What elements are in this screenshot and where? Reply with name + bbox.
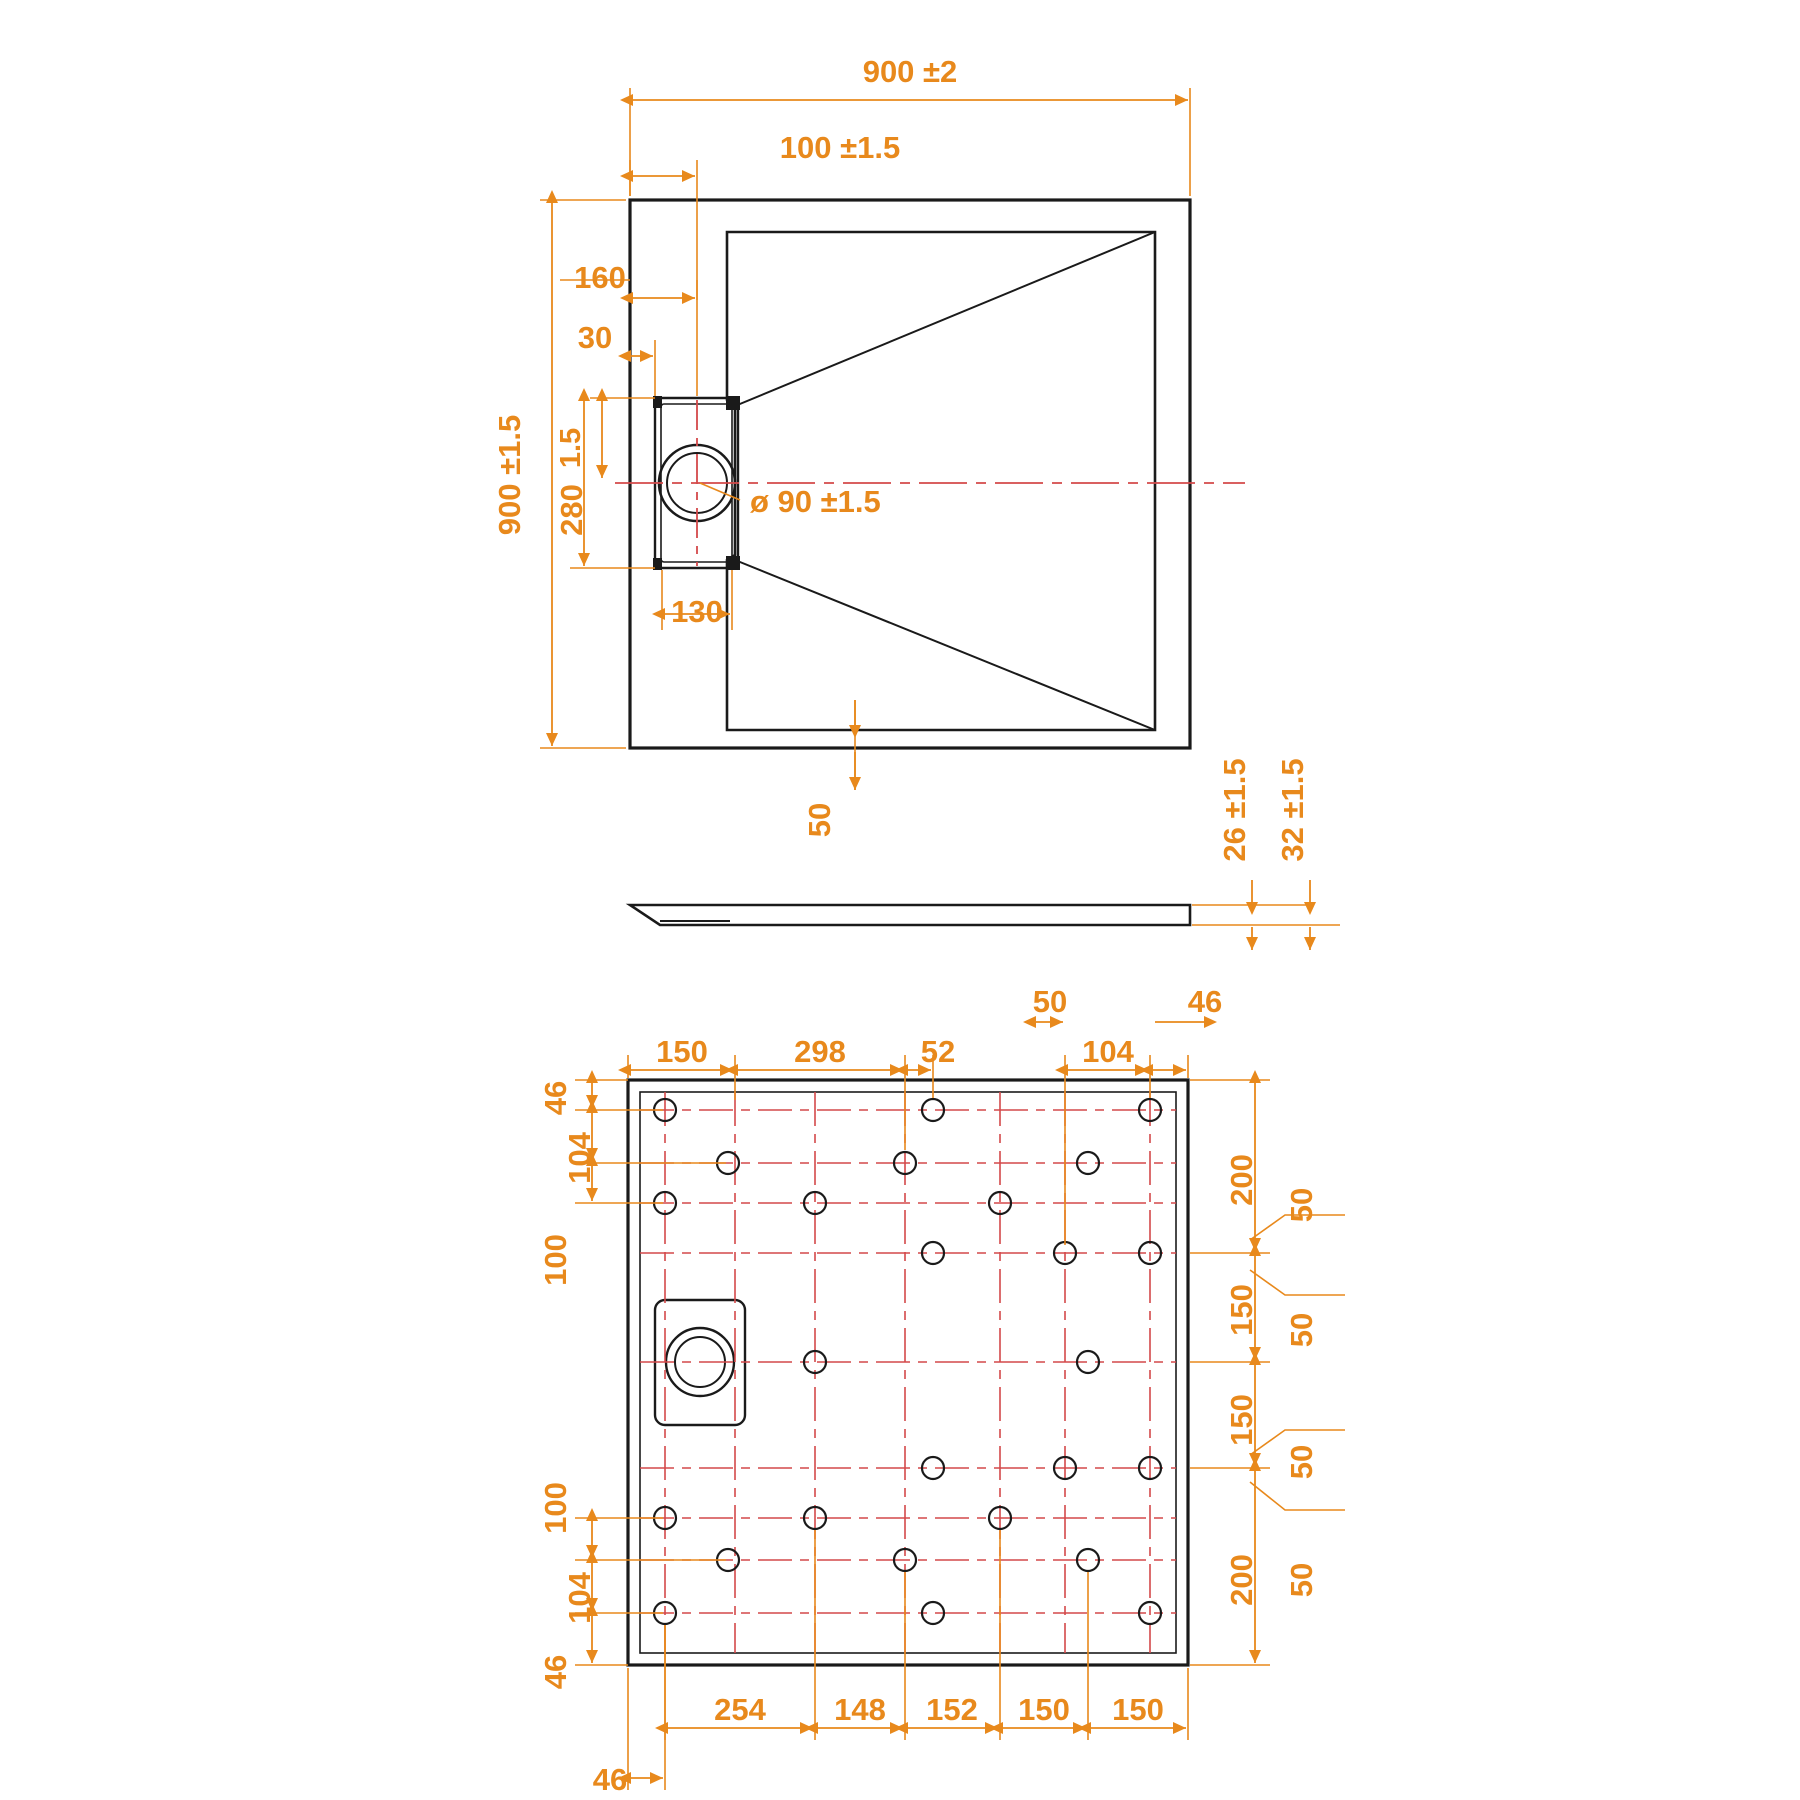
- basin-outline: [727, 232, 1155, 730]
- dim-left-46-top: 46: [538, 1080, 573, 1116]
- slope-line-lower: [735, 560, 1155, 730]
- bottom-dim-ext-lines: [628, 1530, 1188, 1790]
- dim-1-5: 1.5: [555, 427, 587, 469]
- dim-30: 30: [577, 320, 613, 355]
- dim-bottom-148: 148: [834, 1692, 886, 1727]
- bottom-outline: [628, 1080, 1188, 1665]
- dim-width-overall: 900 ±2: [862, 54, 958, 89]
- dim-top-298: 298: [794, 1034, 846, 1069]
- dim-right-150-upper: 150: [1224, 1284, 1259, 1336]
- dim-thickness-inner: 26 ±1.5: [1217, 758, 1252, 862]
- dim-top-50: 50: [1032, 984, 1068, 1019]
- slope-line-upper: [735, 232, 1155, 406]
- drain-clip-tr: [726, 396, 740, 410]
- dim-right-50-3: 50: [1284, 1444, 1319, 1480]
- dim-top-150: 150: [656, 1034, 708, 1069]
- dim-130: 130: [671, 594, 723, 629]
- grid-lines-horizontal: [640, 1110, 1176, 1613]
- dim-right-150-lower: 150: [1224, 1394, 1259, 1446]
- dim-left-104-top: 104: [562, 1132, 597, 1184]
- grid-lines-vertical: [665, 1092, 1150, 1653]
- dim-left-104-bottom: 104: [562, 1572, 597, 1624]
- dim-left-100-top: 100: [538, 1234, 573, 1286]
- left-dim-ext-lines: [575, 1080, 726, 1665]
- dim-bottom-152: 152: [926, 1692, 978, 1727]
- dim-160: 160: [574, 260, 626, 295]
- bottom-dim-lines: [630, 1728, 1186, 1778]
- dim-right-200-bottom: 200: [1224, 1554, 1259, 1606]
- dim-right-50-1: 50: [1284, 1187, 1319, 1223]
- dim-inset-top: 100 ±1.5: [779, 130, 901, 165]
- bottom-view: [538, 984, 1345, 1797]
- tray-outline: [630, 200, 1190, 748]
- dim-left-46-bottom: 46: [538, 1654, 573, 1690]
- dim-top-46: 46: [1187, 984, 1223, 1019]
- dim-bottom-150b: 150: [1112, 1692, 1164, 1727]
- dim-bottom-46: 46: [592, 1762, 628, 1797]
- dim-thickness-outer: 32 ±1.5: [1275, 758, 1310, 862]
- top-view: [492, 54, 1245, 837]
- dim-280: 280: [554, 484, 589, 536]
- dim-right-50-2: 50: [1284, 1312, 1319, 1348]
- dim-50: 50: [802, 802, 837, 838]
- top-dim-ext-lines: [628, 1055, 1188, 1245]
- dim-right-200-top: 200: [1224, 1154, 1259, 1206]
- drain-clip-br: [726, 556, 740, 570]
- dim-left-100-bottom: 100: [538, 1482, 573, 1534]
- dim-top-52: 52: [920, 1034, 956, 1069]
- dim-bottom-254: 254: [714, 1692, 766, 1727]
- dim-right-50-4: 50: [1284, 1562, 1319, 1598]
- dim-drain-diameter: ø 90 ±1.5: [750, 484, 881, 519]
- dim-top-104: 104: [1082, 1034, 1134, 1069]
- side-view: [630, 758, 1340, 950]
- dim-bottom-150a: 150: [1018, 1692, 1070, 1727]
- dim-height-overall: 900 ±1.5: [492, 414, 527, 536]
